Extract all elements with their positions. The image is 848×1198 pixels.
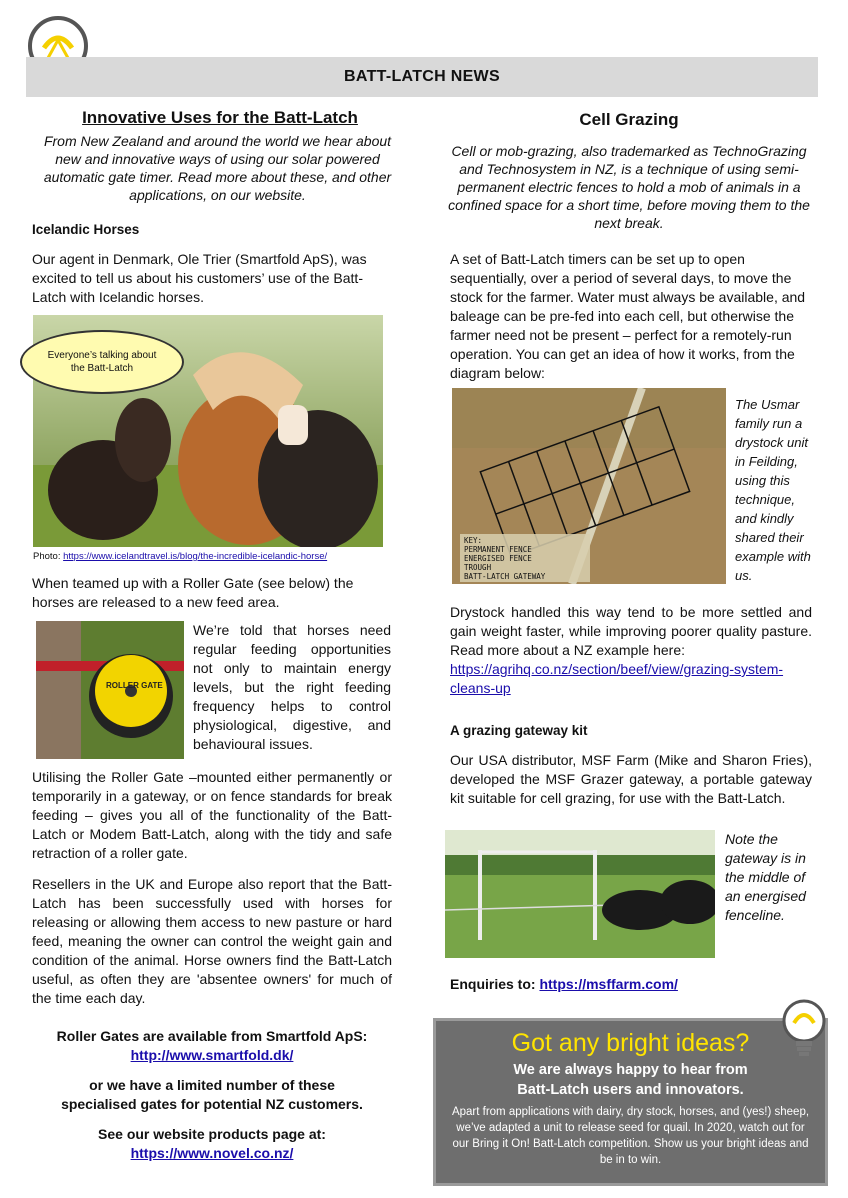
grazer-gateway-photo	[445, 830, 715, 958]
cell-grazing-intro: Cell or mob-grazing, also trademarked as TechnoGrazing and Technosystem in NZ, is a technique of using semi-permanent electric fences to hold a mob of animals in a confined space for a short time, before moving them to the next break.	[448, 143, 810, 231]
drystock-paragraph: Drystock handled this way tend to be more settled and gain weight faster, while improving poorer quality pasture. Read more about a NZ example here:	[450, 604, 812, 658]
cell-grazing-diagram	[452, 388, 726, 584]
see-website-text: See our website products page at:	[98, 1126, 326, 1142]
roller-gate-intro-paragraph: When teamed up with a Roller Gate (see below) the horses are released to a new feed area.	[32, 575, 354, 610]
utilising-paragraph: Utilising the Roller Gate –mounted either permanently or temporarily in a gateway, or on fence standards for break feeding – gives you all of the functionality of the Batt-Latch or Modem Batt-Latch, along with the tidy and safe retraction of a roller gate.	[32, 769, 392, 861]
icelandic-horses-paragraph: Our agent in Denmark, Ole Trier (Smartfold ApS), was excited to tell us about his customers’ use of the Batt-Latch with Icelandic horses.	[32, 251, 367, 305]
innovative-uses-intro: From New Zealand and around the world we hear about new and innovative ways of using our solar powered automatic gate timer. Read more about these, and other applications, on our website.	[43, 133, 392, 203]
gateway-note: Note the gateway is in the middle of an energised fenceline.	[725, 831, 806, 923]
smartfold-link[interactable]: http://www.smartfold.dk/	[130, 1047, 294, 1063]
key-title: KEY:	[464, 536, 483, 545]
smartfold-link-line	[32, 1046, 392, 1065]
key-batt-latch-gateway: BATT-LATCH GATEWAY	[464, 572, 546, 581]
innovative-uses-heading: Innovative Uses for the Batt-Latch	[82, 108, 358, 127]
photo-caption	[33, 551, 327, 562]
cell-grazing-heading: Cell Grazing	[579, 110, 679, 129]
callout-subtitle: We are always happy to hear from Batt-Latch users and innovators.	[513, 1062, 748, 1098]
roller-gate-label: ROLLER GATE	[106, 681, 163, 690]
lightbulb-callout-icon	[776, 995, 832, 1065]
limited-gates-text: or we have a limited number of these specialised gates for potential NZ customers.	[61, 1077, 363, 1112]
speech-bubble-text: Everyone’s talking about the Batt-Latch	[47, 350, 157, 374]
resellers-paragraph: Resellers in the UK and Europe also report that the Batt-Latch has been successfully used with horses for releasing or allowing them access to new pasture or hard feed, meaning the owner can control the weight gain and condition of the animal. Horse owners find the Batt-Latch useful, as often they are 'absentee owners' for much of the time each day.	[32, 876, 392, 1006]
callout-body: Apart from applications with dairy, dry stock, horses, and (yes!) sheep, we’ve adapted a unit to release seed for quail. In 2020, watch out for our Bring it On! Batt-Latch competition. Show us your bright ideas and be in to win.	[451, 1106, 810, 1166]
callout-title: Got any bright ideas?	[511, 1029, 750, 1057]
newsletter-banner	[26, 57, 818, 97]
icelandtravel-link[interactable]: https://www.icelandtravel.is/blog/the-incredible-icelandic-horse/	[63, 551, 328, 562]
icelandic-horses-heading: Icelandic Horses	[32, 222, 140, 237]
batt-latch-set-paragraph: A set of Batt-Latch timers can be set up to open sequentially, over a period of several days, to move the stock for the farmer. Water must always be available, and baleage can be pre-fed into each cell, but otherwise the farmer need not be present – perfect for a remotely-run operation. You can get an idea of how it works, from the diagram below:	[450, 251, 806, 381]
usmar-family-note: The Usmar family run a drystock unit in Feilding, using this technique, and kindly shared their example with us.	[735, 397, 811, 583]
roller-gate-photo	[36, 621, 184, 759]
enquiries-line	[450, 975, 812, 994]
grazing-kit-paragraph: Our USA distributor, MSF Farm (Mike and Sharon Fries), developed the MSF Grazer gateway, a portable gateway kit suitable for cell grazing, for use with the Batt-Latch.	[450, 752, 812, 806]
grazing-kit-heading: A grazing gateway kit	[450, 723, 588, 738]
bright-ideas-callout	[433, 1018, 828, 1186]
speech-bubble	[20, 330, 184, 394]
photo-caption-label: Photo:	[33, 551, 64, 562]
diagram-key	[464, 536, 545, 581]
roller-gates-available-text: Roller Gates are available from Smartfold ApS:	[56, 1028, 368, 1044]
enquiries-label: Enquiries to:	[450, 976, 540, 992]
agrihq-link[interactable]: https://agrihq.co.nz/section/beef/view/grazing-system-cleans-up	[450, 661, 784, 696]
novel-products-link[interactable]: https://www.novel.co.nz/	[130, 1145, 294, 1161]
newsletter-title: BATT-LATCH NEWS	[344, 68, 500, 85]
key-permanent-fence: PERMANENT FENCE	[464, 545, 532, 554]
agrihq-link-line	[450, 660, 812, 698]
novel-link-line	[32, 1144, 392, 1163]
msffarm-link[interactable]: https://msffarm.com/	[539, 976, 678, 992]
key-energised-fence: ENERGISED FENCE	[464, 554, 532, 563]
key-trough: TROUGH	[464, 563, 492, 572]
feeding-paragraph: We’re told that horses need regular feeding opportunities not only to maintain energy levels, but the right feeding frequency helps to control physiological, digestive, and behavioural issues.	[193, 622, 391, 752]
